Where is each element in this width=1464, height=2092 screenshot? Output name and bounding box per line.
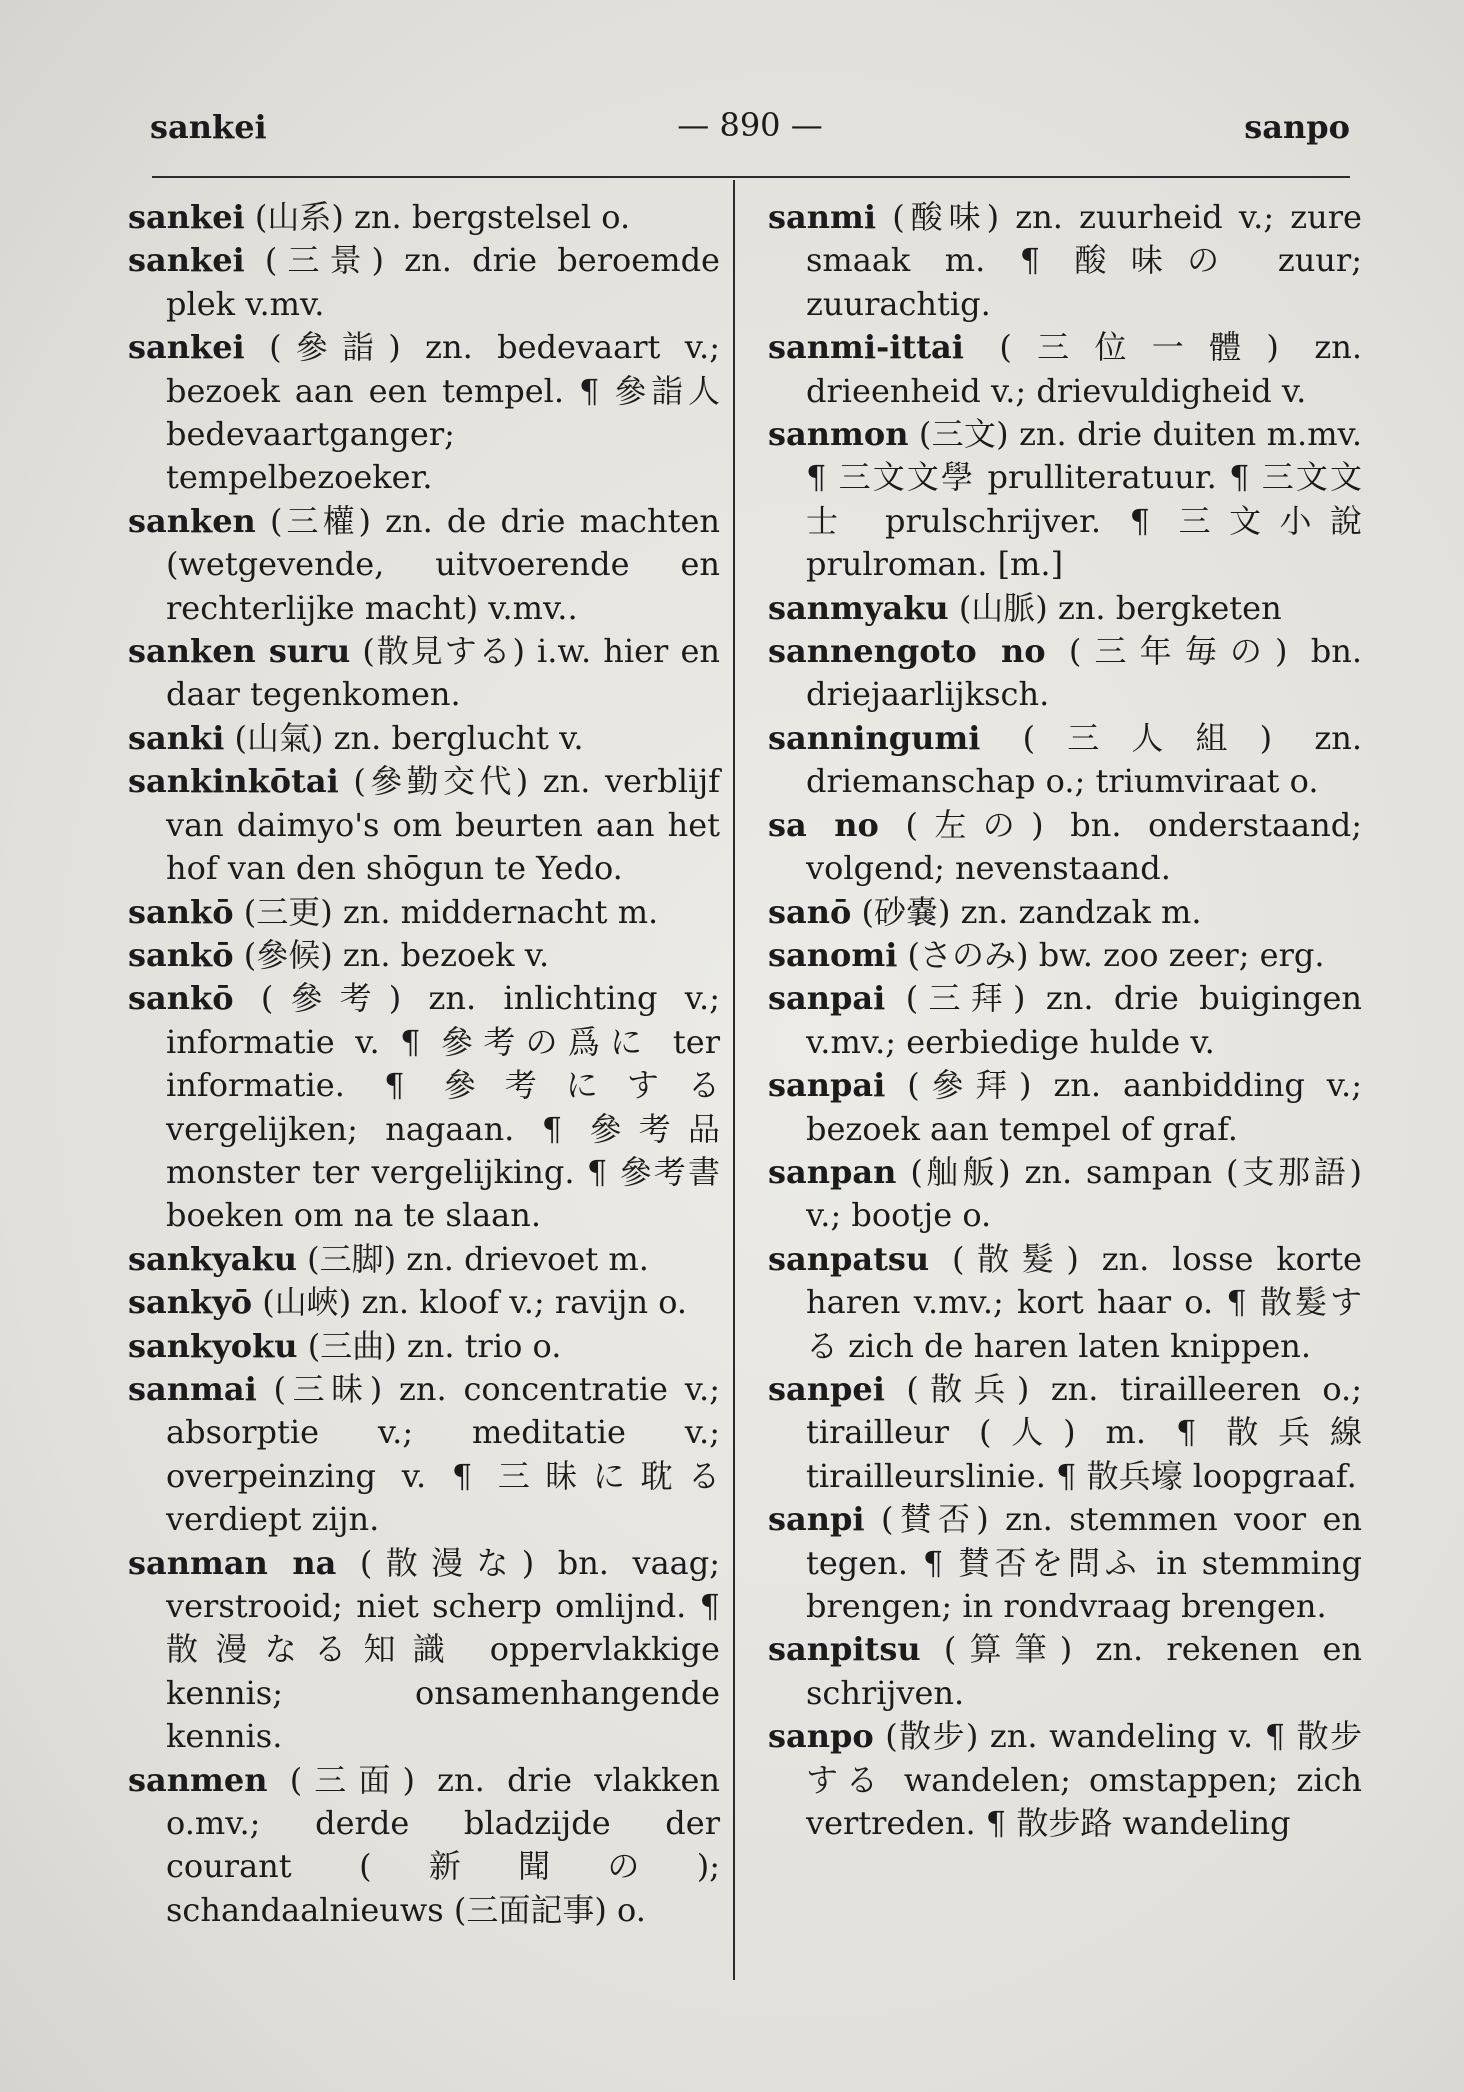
dictionary-entry xyxy=(128,717,720,760)
entry-definition: (參考) zn. inlichting v.; informatie v. ¶ 參考の爲に ter informatie. ¶ 參考にする vergelijken; nagaan. ¶ 參考品 monster ter vergelijking. ¶ 參考書 boeken om na te slaan. xyxy=(166,979,720,1235)
entry-definition: (散漫な) bn. vaag; verstrooid; niet scherp omlijnd. ¶ 散漫なる知識 oppervlakkige kennis; onsamenhangende kennis. xyxy=(166,1543,720,1756)
dictionary-entry xyxy=(128,326,720,500)
entry-definition: (三拜) zn. drie buigingen v.mv.; eerbiedige hulde v. xyxy=(806,979,1362,1061)
entry-definition: (三更) zn. middernacht m. xyxy=(233,892,659,931)
entry-definition: (三位一體) zn. drieenheid v.; drievuldigheid v. xyxy=(806,328,1362,410)
entry-headword: sankyaku xyxy=(128,1239,297,1278)
entry-definition: (三面) zn. drie vlakken o.mv.; derde bladzijde der courant (新聞の); schandaalnieuws (三面記事) o. xyxy=(166,1760,720,1929)
entry-definition: (山脈) zn. bergketen xyxy=(948,588,1282,627)
entry-headword: sanmai xyxy=(128,1369,257,1408)
entry-headword: sanmi-ittai xyxy=(768,328,964,367)
page-header xyxy=(150,108,1350,158)
entry-definition: (三文) zn. drie duiten m.mv. ¶ 三文文學 prulliteratuur. ¶ 三文文士 prulschrijver. ¶ 三文小說 prulroman. [m.] xyxy=(806,415,1362,584)
entry-definition: (賛否) zn. stemmen voor en tegen. ¶ 賛否を問ふ in stemming brengen; in rondvraag brengen. xyxy=(806,1500,1362,1625)
entry-definition: (山氣) zn. berglucht v. xyxy=(224,718,584,757)
entry-definition: (山系) zn. bergstelsel o. xyxy=(244,198,631,236)
entry-definition: (散兵) zn. tirailleeren o.; tirailleur (人) m. ¶ 散兵線 tirailleurslinie. ¶ 散兵壕 loopgraaf. xyxy=(806,1369,1362,1495)
dictionary-entry xyxy=(128,934,720,977)
dictionary-entry xyxy=(768,196,1362,326)
entry-headword: sanpo xyxy=(768,1717,874,1756)
entry-headword: sankō xyxy=(128,979,234,1018)
dictionary-entry xyxy=(128,1759,720,1933)
entry-definition: (三曲) zn. trio o. xyxy=(297,1326,562,1365)
entry-definition: (散髮) zn. losse korte haren v.mv.; kort haar o. ¶ 散髮する zich de haren laten knippen. xyxy=(806,1239,1362,1365)
entry-definition: (參拜) zn. aanbidding v.; bezoek aan tempel of graf. xyxy=(806,1066,1362,1148)
left-running-headword: sankei xyxy=(150,108,267,146)
left-column xyxy=(128,196,720,1932)
dictionary-entry xyxy=(768,717,1362,804)
entry-definition: (三年毎の) bn. driejaarlijksch. xyxy=(806,632,1362,714)
entry-headword: sanpitsu xyxy=(768,1630,921,1669)
entry-headword: sankei xyxy=(128,328,245,367)
entry-headword: sanpei xyxy=(768,1369,885,1408)
dictionary-entry xyxy=(128,977,720,1237)
entry-headword: sanman na xyxy=(128,1543,337,1582)
entry-definition: (砂嚢) zn. zandzak m. xyxy=(851,892,1202,931)
entry-headword: sankinkōtai xyxy=(128,762,339,801)
dictionary-entry xyxy=(768,587,1362,630)
entry-definition: (參候) zn. bezoek v. xyxy=(233,935,550,974)
entry-headword: sanpai xyxy=(768,979,886,1018)
page-number: — 890 — xyxy=(677,106,823,144)
entry-headword: sanmon xyxy=(768,415,909,454)
right-column xyxy=(768,196,1362,1845)
entry-headword: sanmyaku xyxy=(768,588,949,627)
entry-headword: sanmi xyxy=(768,198,877,236)
entry-headword: sanpi xyxy=(768,1500,865,1539)
dictionary-entry xyxy=(128,1325,720,1368)
dictionary-entry xyxy=(128,1542,720,1759)
entry-headword: sanki xyxy=(128,718,225,757)
entry-definition: (山峽) zn. kloof v.; ravijn o. xyxy=(252,1283,688,1322)
entry-headword: sanken suru xyxy=(128,632,351,671)
entry-headword: sanō xyxy=(768,892,852,931)
right-running-headword: sanpo xyxy=(1244,108,1350,146)
dictionary-entry xyxy=(128,239,720,326)
dictionary-entry xyxy=(128,500,720,630)
entry-headword: sa no xyxy=(768,805,879,844)
column-divider xyxy=(733,180,735,1980)
entry-headword: sanningumi xyxy=(768,718,981,757)
dictionary-entry xyxy=(128,196,720,239)
entry-definition: (算筆) zn. rekenen en schrijven. xyxy=(806,1630,1362,1712)
entry-definition: (三脚) zn. drievoet m. xyxy=(296,1239,649,1278)
dictionary-entry xyxy=(128,1281,720,1324)
entry-definition: (散見する) i.w. hier en daar tegenkomen. xyxy=(166,632,720,714)
entry-headword: sankō xyxy=(128,935,234,974)
entry-definition: (參詣) zn. bedevaart v.; bezoek aan een tempel. ¶ 參詣人 bedevaartganger; tempelbezoeker. xyxy=(166,328,720,497)
entry-headword: sanpatsu xyxy=(768,1239,930,1278)
dictionary-entry xyxy=(128,760,720,890)
entry-headword: sanomi xyxy=(768,935,898,974)
dictionary-entry xyxy=(768,326,1362,413)
entry-definition: (散步) zn. wandeling v. ¶ 散步する wandelen; omstappen; zich vertreden. ¶ 散步路 wandeling xyxy=(806,1717,1362,1843)
entry-headword: sankei xyxy=(128,198,245,236)
dictionary-entry xyxy=(768,1628,1362,1715)
dictionary-entry xyxy=(128,1238,720,1281)
dictionary-entry xyxy=(768,1715,1362,1845)
entry-definition: (參勤交代) zn. verblijf van daimyo's om beurten aan het hof van den shōgun te Yedo. xyxy=(166,762,720,888)
entry-headword: sankō xyxy=(128,892,234,931)
entry-headword: sankyoku xyxy=(128,1326,298,1365)
dictionary-entry xyxy=(768,891,1362,934)
dictionary-entry xyxy=(128,891,720,934)
entry-headword: sanmen xyxy=(128,1760,268,1799)
entry-definition: (左の) bn. onderstaand; volgend; nevenstaand. xyxy=(806,805,1362,888)
entry-headword: sanpan xyxy=(768,1152,897,1191)
header-rule xyxy=(152,176,1350,178)
entry-headword: sannengoto no xyxy=(768,632,1046,671)
dictionary-entry xyxy=(768,630,1362,717)
dictionary-entry xyxy=(768,413,1362,587)
entry-definition: (舢舨) zn. sampan (支那語) v.; bootje o. xyxy=(806,1152,1362,1235)
dictionary-entry xyxy=(768,934,1362,977)
entry-headword: sanpai xyxy=(768,1066,886,1105)
entry-headword: sankei xyxy=(128,241,245,280)
dictionary-entry xyxy=(128,1368,720,1542)
dictionary-entry xyxy=(768,1238,1362,1368)
dictionary-entry xyxy=(768,804,1362,891)
entry-definition: (さのみ) bw. zoo zeer; erg. xyxy=(897,935,1325,974)
dictionary-entry xyxy=(768,977,1362,1064)
entry-definition: (酸味) zn. zuurheid v.; zure smaak m. ¶ 酸味の zuur; zuurachtig. xyxy=(806,198,1362,323)
dictionary-entry xyxy=(768,1498,1362,1628)
entry-headword: sanken xyxy=(128,501,256,540)
entry-definition: (三權) zn. de drie machten (wetgevende, uitvoerende en rechterlijke macht) v.mv.. xyxy=(166,501,720,627)
dictionary-entry xyxy=(128,630,720,717)
dictionary-entry xyxy=(768,1368,1362,1498)
entry-definition: (三昧) zn. concentratie v.; absorptie v.; meditatie v.; overpeinzing v. ¶ 三昧に耽る verdiept zijn. xyxy=(166,1369,720,1539)
dictionary-entry xyxy=(768,1064,1362,1151)
entry-headword: sankyō xyxy=(128,1283,253,1322)
entry-definition: (三人組) zn. driemanschap o.; triumviraat o. xyxy=(806,718,1362,801)
entry-definition: (三景) zn. drie beroemde plek v.mv. xyxy=(166,241,720,323)
dictionary-entry xyxy=(768,1151,1362,1238)
